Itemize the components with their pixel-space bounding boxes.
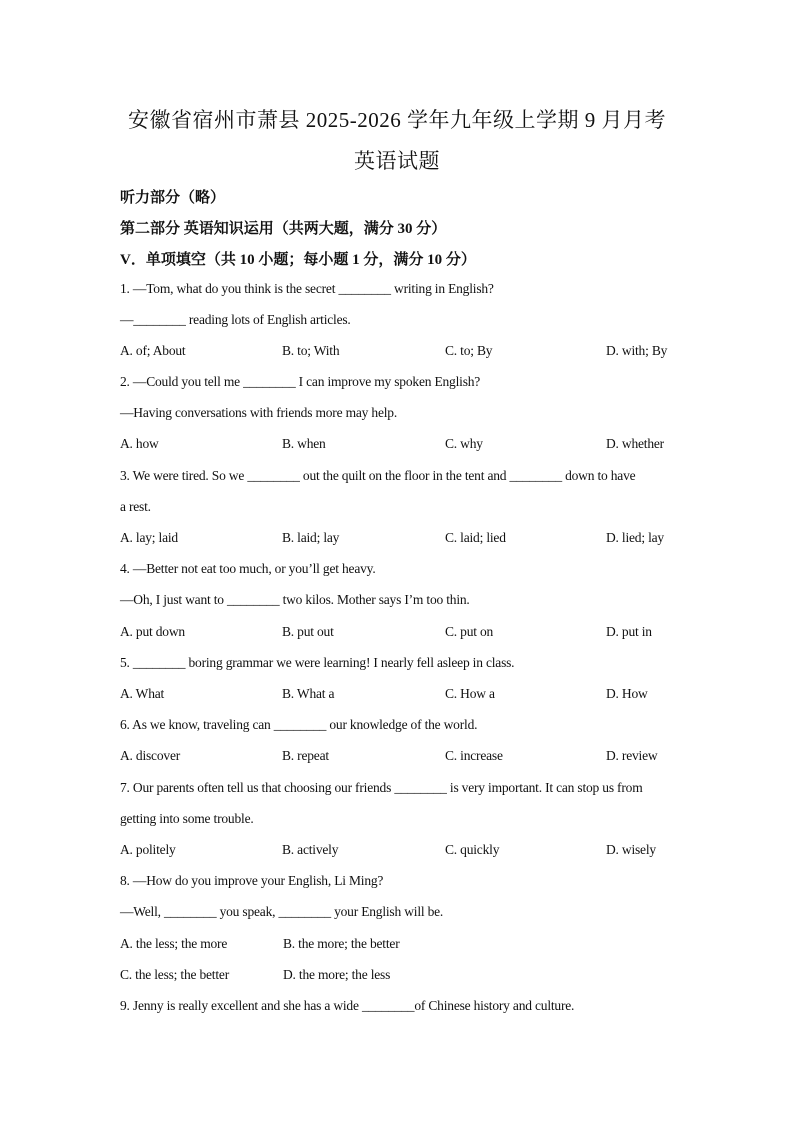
option-b: B. laid; lay [282,530,340,545]
option-c: C. why [445,436,483,451]
option-a: A. of; About [120,343,186,358]
question-3-stem-continued: a rest. [120,499,151,514]
question-2-stem: 2. —Could you tell me ________ I can improve my spoken English? [120,374,481,389]
question-8-options-row2 [0,967,794,987]
option-d: D. wisely [606,842,656,857]
section-five-heading: V．单项填空（共 10 小题；每小题 1 分，满分 10 分） [120,252,476,268]
question-6-stem: 6. As we know, traveling can ________ our knowledge of the world. [120,717,478,732]
option-d: D. the more; the less [283,967,391,982]
option-b: B. repeat [282,748,329,763]
part-two-heading: 第二部分 英语知识运用（共两大题，满分 30 分） [120,221,447,237]
option-b: B. the more; the better [283,936,400,951]
option-a: A. how [120,436,159,451]
option-a: A. What [120,686,165,701]
question-3-options [0,530,794,550]
option-d: D. with; By [606,343,668,358]
option-b: B. put out [282,624,334,639]
option-c: C. put on [445,624,494,639]
option-d: D. How [606,686,648,701]
option-d: D. whether [606,436,664,451]
option-c: C. laid; lied [445,530,506,545]
question-5-options [0,686,794,706]
question-4-reply: —Oh, I just want to ________ two kilos. Mother says I’m too thin. [120,592,470,607]
option-c: C. increase [445,748,503,763]
question-8-stem: 8. —How do you improve your English, Li Ming? [120,873,384,888]
question-3-stem: 3. We were tired. So we ________ out the quilt on the floor in the tent and ________ down to have [120,468,636,483]
option-a: A. politely [120,842,176,857]
option-c: C. to; By [445,343,493,358]
option-a: A. lay; laid [120,530,178,545]
option-d: D. review [606,748,658,763]
option-c: C. How a [445,686,495,701]
question-5-stem: 5. ________ boring grammar we were learning! I nearly fell asleep in class. [120,655,515,670]
option-d: D. lied; lay [606,530,664,545]
option-b: B. to; With [282,343,340,358]
question-7-options [0,842,794,862]
question-6-options [0,748,794,768]
question-4-options [0,624,794,644]
option-a: A. discover [120,748,181,763]
question-8-reply: —Well, ________ you speak, ________ your English will be. [120,904,444,919]
question-1-reply: —________ reading lots of English articles. [120,312,351,327]
option-c: C. quickly [445,842,500,857]
question-2-reply: —Having conversations with friends more may help. [120,405,398,420]
option-a: A. put down [120,624,185,639]
option-a: A. the less; the more [120,936,228,951]
option-b: B. when [282,436,326,451]
listening-section-heading: 听力部分（略） [120,190,226,206]
option-b: B. actively [282,842,339,857]
question-2-options [0,436,794,456]
question-1-options [0,343,794,363]
document-title-line2: 英语试题 [354,149,440,173]
question-8-options-row1 [0,936,794,956]
question-9-stem: 9. Jenny is really excellent and she has a wide ________of Chinese history and culture. [120,998,575,1013]
question-1-stem: 1. —Tom, what do you think is the secret ________ writing in English? [120,281,494,296]
option-c: C. the less; the better [120,967,229,982]
document-title-line1: 安徽省宿州市萧县 2025-2026 学年九年级上学期 9 月月考 [128,108,666,132]
question-7-stem-continued: getting into some trouble. [120,811,254,826]
option-d: D. put in [606,624,652,639]
question-7-stem: 7. Our parents often tell us that choosing our friends ________ is very important. It can stop us from [120,780,643,795]
option-b: B. What a [282,686,335,701]
question-4-stem: 4. —Better not eat too much, or you’ll get heavy. [120,561,376,576]
